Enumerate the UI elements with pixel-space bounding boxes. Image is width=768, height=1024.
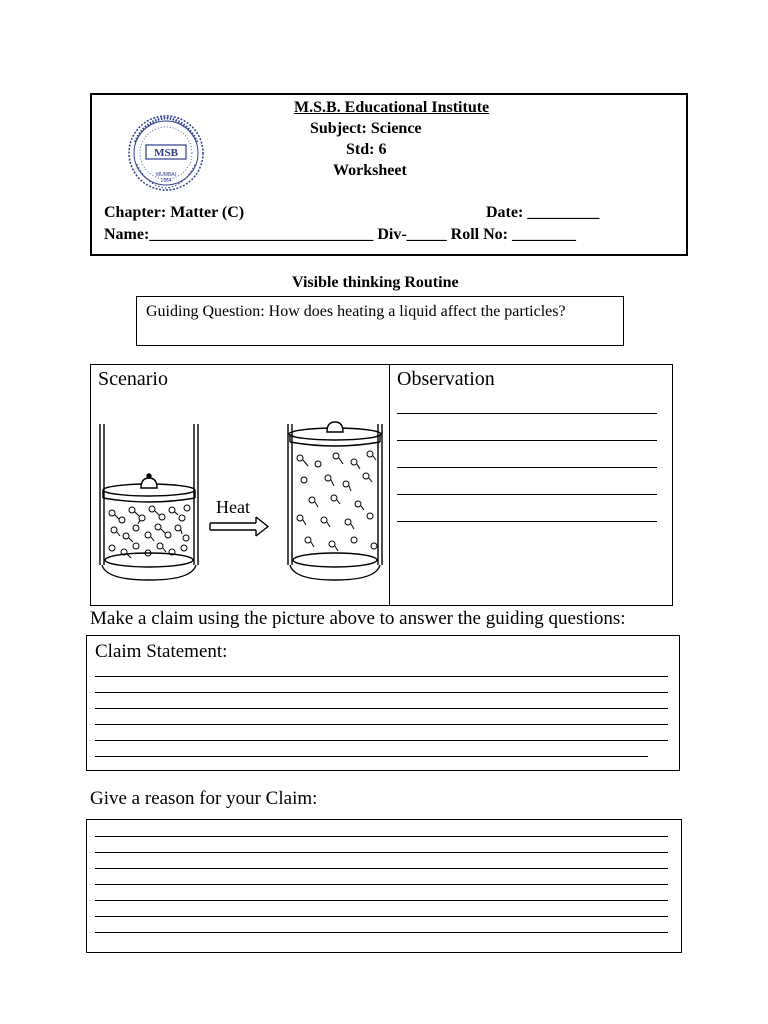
reason-line-4[interactable] xyxy=(95,884,668,885)
table-divider xyxy=(389,365,390,605)
reason-line-3[interactable] xyxy=(95,868,668,869)
claim-line-6[interactable] xyxy=(95,756,648,757)
logo-text: MSB xyxy=(154,147,178,159)
claim-label: Claim Statement: xyxy=(95,641,228,662)
reason-line-6[interactable] xyxy=(95,916,668,917)
claim-line-2[interactable] xyxy=(95,692,668,693)
reason-line-5[interactable] xyxy=(95,900,668,901)
observation-heading: Observation xyxy=(397,368,495,390)
reason-line-1[interactable] xyxy=(95,836,668,837)
logo-year: 1964 xyxy=(160,178,172,184)
guiding-question: Guiding Question: How does heating a liquid affect the particles? xyxy=(146,303,566,320)
observation-line-4[interactable] xyxy=(397,494,657,495)
observation-line-5[interactable] xyxy=(397,521,657,522)
claim-line-5[interactable] xyxy=(95,740,668,741)
subject-label: Subject: Science xyxy=(310,120,422,137)
observation-line-2[interactable] xyxy=(397,440,657,441)
container-before-heating xyxy=(100,424,198,580)
std-label: Std: 6 xyxy=(346,141,387,158)
reason-line-7[interactable] xyxy=(95,932,668,933)
claim-line-1[interactable] xyxy=(95,676,668,677)
claim-line-4[interactable] xyxy=(95,724,668,725)
observation-line-1[interactable] xyxy=(397,413,657,414)
reason-line-2[interactable] xyxy=(95,852,668,853)
heat-label: Heat xyxy=(216,497,250,517)
reason-box xyxy=(86,819,682,953)
name-div-roll-line[interactable]: Name:____________________________ Div-_____ Roll No: ________ xyxy=(104,226,576,243)
claim-box xyxy=(86,635,680,771)
school-logo xyxy=(125,112,207,194)
worksheet-label: Worksheet xyxy=(333,162,407,179)
reason-prompt: Give a reason for your Claim: xyxy=(90,788,318,809)
chapter-label: Chapter: Matter (C) xyxy=(104,204,245,221)
scenario-observation-table xyxy=(90,364,673,606)
routine-title: Visible thinking Routine xyxy=(292,274,459,291)
heat-arrow xyxy=(210,517,268,536)
guiding-question-box xyxy=(136,296,624,346)
logo-city: MUMBAI xyxy=(156,172,176,178)
particles-after-heating xyxy=(297,451,377,551)
particles-before-heating xyxy=(109,505,190,558)
claim-line-3[interactable] xyxy=(95,708,668,709)
scenario-heading: Scenario xyxy=(98,368,168,390)
date-field[interactable]: Date: _________ xyxy=(486,204,600,221)
observation-line-3[interactable] xyxy=(397,467,657,468)
institute-name: M.S.B. Educational Institute xyxy=(294,99,490,116)
heating-liquid-diagram xyxy=(96,420,386,585)
claim-prompt: Make a claim using the picture above to answer the guiding questions: xyxy=(90,608,626,629)
